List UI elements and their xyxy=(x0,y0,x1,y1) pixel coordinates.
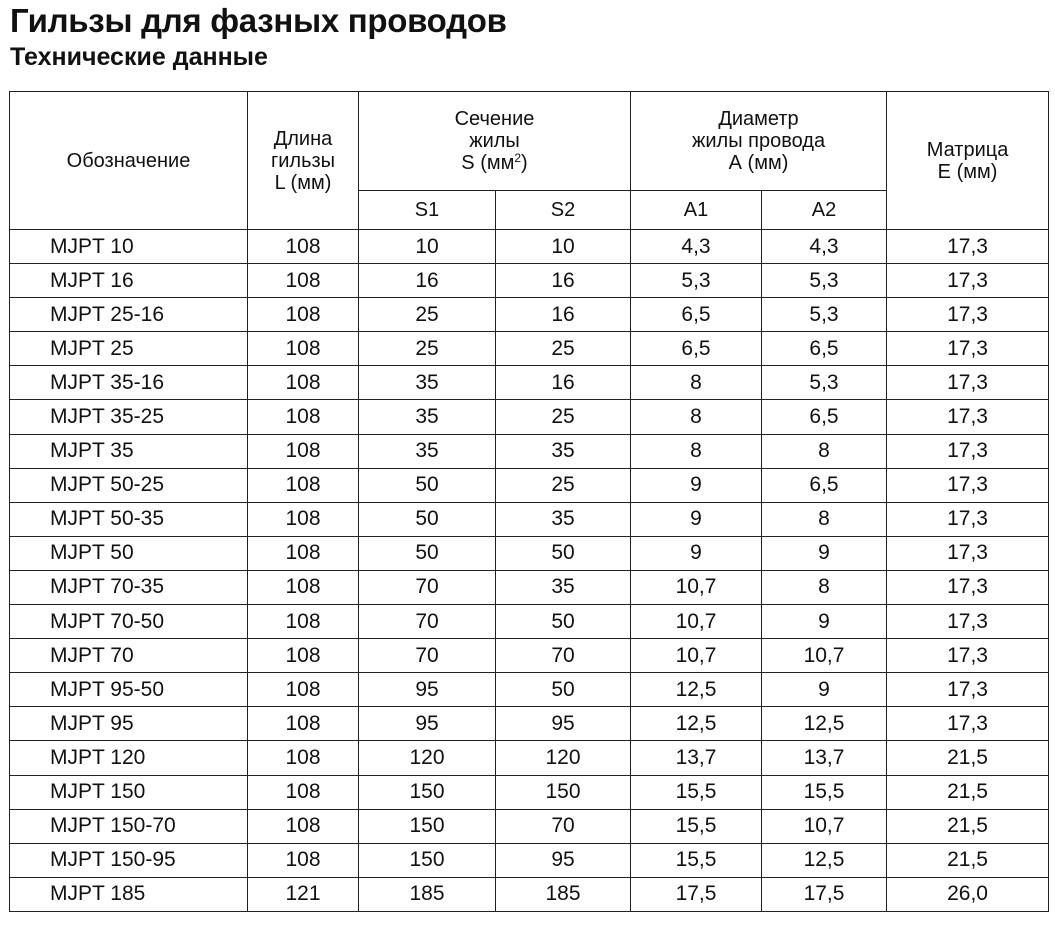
cell-s2: 35 xyxy=(496,502,631,536)
cell-length: 108 xyxy=(248,230,359,264)
table-row xyxy=(10,605,1049,639)
cell-s1: 185 xyxy=(359,877,496,911)
cell-designation: MJPT 70-50 xyxy=(10,605,248,639)
cell-length: 108 xyxy=(248,809,359,843)
cell-s1: 150 xyxy=(359,809,496,843)
table-row xyxy=(10,230,1049,264)
cell-s2: 120 xyxy=(496,741,631,775)
cell-designation: MJPT 95-50 xyxy=(10,673,248,707)
cell-s1: 25 xyxy=(359,332,496,366)
table-row xyxy=(10,332,1049,366)
header-a1: А1 xyxy=(631,191,762,230)
cell-s1: 70 xyxy=(359,605,496,639)
header-diameter: Диаметр жилы провода А (мм) xyxy=(631,92,887,191)
cell-a1: 8 xyxy=(631,400,762,434)
cell-a1: 15,5 xyxy=(631,775,762,809)
cell-designation: MJPT 95 xyxy=(10,707,248,741)
cell-a2: 15,5 xyxy=(762,775,887,809)
table-row xyxy=(10,673,1049,707)
cell-s1: 50 xyxy=(359,468,496,502)
header-a2: А2 xyxy=(762,191,887,230)
header-matrix: Матрица Е (мм) xyxy=(887,92,1049,230)
table-row xyxy=(10,570,1049,604)
cell-a1: 15,5 xyxy=(631,809,762,843)
cell-s2: 95 xyxy=(496,843,631,877)
cell-designation: MJPT 185 xyxy=(10,877,248,911)
cell-s2: 25 xyxy=(496,400,631,434)
cell-a2: 6,5 xyxy=(762,468,887,502)
table-row xyxy=(10,775,1049,809)
cell-matrix: 17,3 xyxy=(887,639,1049,673)
cell-matrix: 21,5 xyxy=(887,775,1049,809)
cell-matrix: 17,3 xyxy=(887,264,1049,298)
cell-designation: MJPT 25-16 xyxy=(10,298,248,332)
cell-length: 108 xyxy=(248,707,359,741)
cell-length: 108 xyxy=(248,298,359,332)
cell-s1: 35 xyxy=(359,366,496,400)
cell-s2: 25 xyxy=(496,468,631,502)
cell-s1: 35 xyxy=(359,434,496,468)
cell-a2: 6,5 xyxy=(762,332,887,366)
cell-a2: 10,7 xyxy=(762,809,887,843)
cell-a1: 9 xyxy=(631,502,762,536)
cell-matrix: 17,3 xyxy=(887,366,1049,400)
cell-designation: MJPT 50-25 xyxy=(10,468,248,502)
cell-s2: 25 xyxy=(496,332,631,366)
cell-length: 108 xyxy=(248,264,359,298)
cell-length: 108 xyxy=(248,400,359,434)
cell-designation: MJPT 35 xyxy=(10,434,248,468)
cell-length: 108 xyxy=(248,639,359,673)
cell-s2: 185 xyxy=(496,877,631,911)
cell-matrix: 17,3 xyxy=(887,673,1049,707)
cell-s2: 35 xyxy=(496,570,631,604)
cell-length: 108 xyxy=(248,434,359,468)
cell-a2: 17,5 xyxy=(762,877,887,911)
header-designation: Обозначение xyxy=(10,92,248,230)
cell-s1: 25 xyxy=(359,298,496,332)
cell-matrix: 17,3 xyxy=(887,400,1049,434)
cell-length: 121 xyxy=(248,877,359,911)
cell-a1: 12,5 xyxy=(631,707,762,741)
cell-a2: 12,5 xyxy=(762,843,887,877)
cell-a2: 9 xyxy=(762,536,887,570)
cell-length: 108 xyxy=(248,332,359,366)
cell-length: 108 xyxy=(248,775,359,809)
cell-a1: 10,7 xyxy=(631,570,762,604)
cell-designation: MJPT 150 xyxy=(10,775,248,809)
cell-a1: 15,5 xyxy=(631,843,762,877)
cell-s2: 10 xyxy=(496,230,631,264)
table-row xyxy=(10,843,1049,877)
table-row xyxy=(10,639,1049,673)
cell-s1: 95 xyxy=(359,707,496,741)
cell-a1: 10,7 xyxy=(631,639,762,673)
cell-s2: 150 xyxy=(496,775,631,809)
table-row xyxy=(10,502,1049,536)
table-row xyxy=(10,877,1049,911)
cell-s1: 50 xyxy=(359,536,496,570)
cell-s2: 95 xyxy=(496,707,631,741)
cell-s1: 10 xyxy=(359,230,496,264)
table-row xyxy=(10,741,1049,775)
cell-matrix: 17,3 xyxy=(887,298,1049,332)
cell-a2: 6,5 xyxy=(762,400,887,434)
cell-a1: 4,3 xyxy=(631,230,762,264)
cell-length: 108 xyxy=(248,570,359,604)
cell-matrix: 17,3 xyxy=(887,536,1049,570)
cell-designation: MJPT 70-35 xyxy=(10,570,248,604)
cell-matrix: 17,3 xyxy=(887,434,1049,468)
table-row xyxy=(10,298,1049,332)
cell-a2: 8 xyxy=(762,434,887,468)
cell-a1: 17,5 xyxy=(631,877,762,911)
cell-designation: MJPT 35-16 xyxy=(10,366,248,400)
table-row xyxy=(10,536,1049,570)
cell-s2: 16 xyxy=(496,366,631,400)
header-s2: S2 xyxy=(496,191,631,230)
cell-s2: 70 xyxy=(496,639,631,673)
cell-matrix: 21,5 xyxy=(887,809,1049,843)
cell-s1: 50 xyxy=(359,502,496,536)
cell-s2: 70 xyxy=(496,809,631,843)
cell-a2: 5,3 xyxy=(762,264,887,298)
table-row xyxy=(10,707,1049,741)
cell-matrix: 17,3 xyxy=(887,332,1049,366)
table-row xyxy=(10,400,1049,434)
cell-matrix: 17,3 xyxy=(887,502,1049,536)
cell-a2: 13,7 xyxy=(762,741,887,775)
cell-a1: 12,5 xyxy=(631,673,762,707)
cell-matrix: 17,3 xyxy=(887,468,1049,502)
cell-matrix: 21,5 xyxy=(887,843,1049,877)
cell-designation: MJPT 25 xyxy=(10,332,248,366)
header-section: Сечение жилы S $(мм^2)$ xyxy=(359,92,631,191)
cell-s1: 70 xyxy=(359,639,496,673)
cell-s2: 50 xyxy=(496,673,631,707)
cell-designation: MJPT 150-95 xyxy=(10,843,248,877)
cell-designation: MJPT 120 xyxy=(10,741,248,775)
header-length: Длина гильзы L (мм) xyxy=(248,92,359,230)
cell-s2: 16 xyxy=(496,298,631,332)
cell-s1: 35 xyxy=(359,400,496,434)
cell-designation: MJPT 150-70 xyxy=(10,809,248,843)
cell-s1: 95 xyxy=(359,673,496,707)
table-row xyxy=(10,468,1049,502)
cell-s1: 150 xyxy=(359,843,496,877)
header-s1: S1 xyxy=(359,191,496,230)
cell-a2: 9 xyxy=(762,673,887,707)
cell-s2: 50 xyxy=(496,536,631,570)
cell-s2: 16 xyxy=(496,264,631,298)
cell-a1: 8 xyxy=(631,434,762,468)
cell-s2: 50 xyxy=(496,605,631,639)
cell-s1: 70 xyxy=(359,570,496,604)
cell-s2: 35 xyxy=(496,434,631,468)
table-row xyxy=(10,809,1049,843)
cell-designation: MJPT 35-25 xyxy=(10,400,248,434)
cell-a2: 12,5 xyxy=(762,707,887,741)
cell-a2: 9 xyxy=(762,605,887,639)
cell-a2: 8 xyxy=(762,570,887,604)
spec-table xyxy=(9,91,1049,912)
cell-matrix: 17,3 xyxy=(887,230,1049,264)
cell-length: 108 xyxy=(248,673,359,707)
cell-length: 108 xyxy=(248,843,359,877)
cell-length: 108 xyxy=(248,536,359,570)
cell-designation: MJPT 10 xyxy=(10,230,248,264)
page-title: Гильзы для фазных проводов xyxy=(10,2,507,39)
cell-designation: MJPT 50 xyxy=(10,536,248,570)
cell-a2: 5,3 xyxy=(762,298,887,332)
cell-s1: 120 xyxy=(359,741,496,775)
table-row xyxy=(10,264,1049,298)
cell-matrix: 17,3 xyxy=(887,707,1049,741)
cell-length: 108 xyxy=(248,502,359,536)
cell-designation: MJPT 70 xyxy=(10,639,248,673)
cell-length: 108 xyxy=(248,468,359,502)
cell-length: 108 xyxy=(248,366,359,400)
cell-a1: 9 xyxy=(631,536,762,570)
cell-matrix: 26,0 xyxy=(887,877,1049,911)
cell-a1: 8 xyxy=(631,366,762,400)
table-row xyxy=(10,434,1049,468)
cell-a2: 5,3 xyxy=(762,366,887,400)
cell-a2: 4,3 xyxy=(762,230,887,264)
cell-matrix: 21,5 xyxy=(887,741,1049,775)
cell-matrix: 17,3 xyxy=(887,605,1049,639)
cell-a2: 10,7 xyxy=(762,639,887,673)
cell-s1: 150 xyxy=(359,775,496,809)
cell-s1: 16 xyxy=(359,264,496,298)
cell-length: 108 xyxy=(248,741,359,775)
cell-a1: 9 xyxy=(631,468,762,502)
cell-designation: MJPT 16 xyxy=(10,264,248,298)
cell-a1: 13,7 xyxy=(631,741,762,775)
cell-length: 108 xyxy=(248,605,359,639)
cell-a1: 5,3 xyxy=(631,264,762,298)
cell-designation: MJPT 50-35 xyxy=(10,502,248,536)
cell-a1: 6,5 xyxy=(631,332,762,366)
table-row xyxy=(10,366,1049,400)
cell-a1: 10,7 xyxy=(631,605,762,639)
cell-matrix: 17,3 xyxy=(887,570,1049,604)
cell-a2: 8 xyxy=(762,502,887,536)
cell-a1: 6,5 xyxy=(631,298,762,332)
page-subtitle: Технические данные xyxy=(10,43,268,71)
